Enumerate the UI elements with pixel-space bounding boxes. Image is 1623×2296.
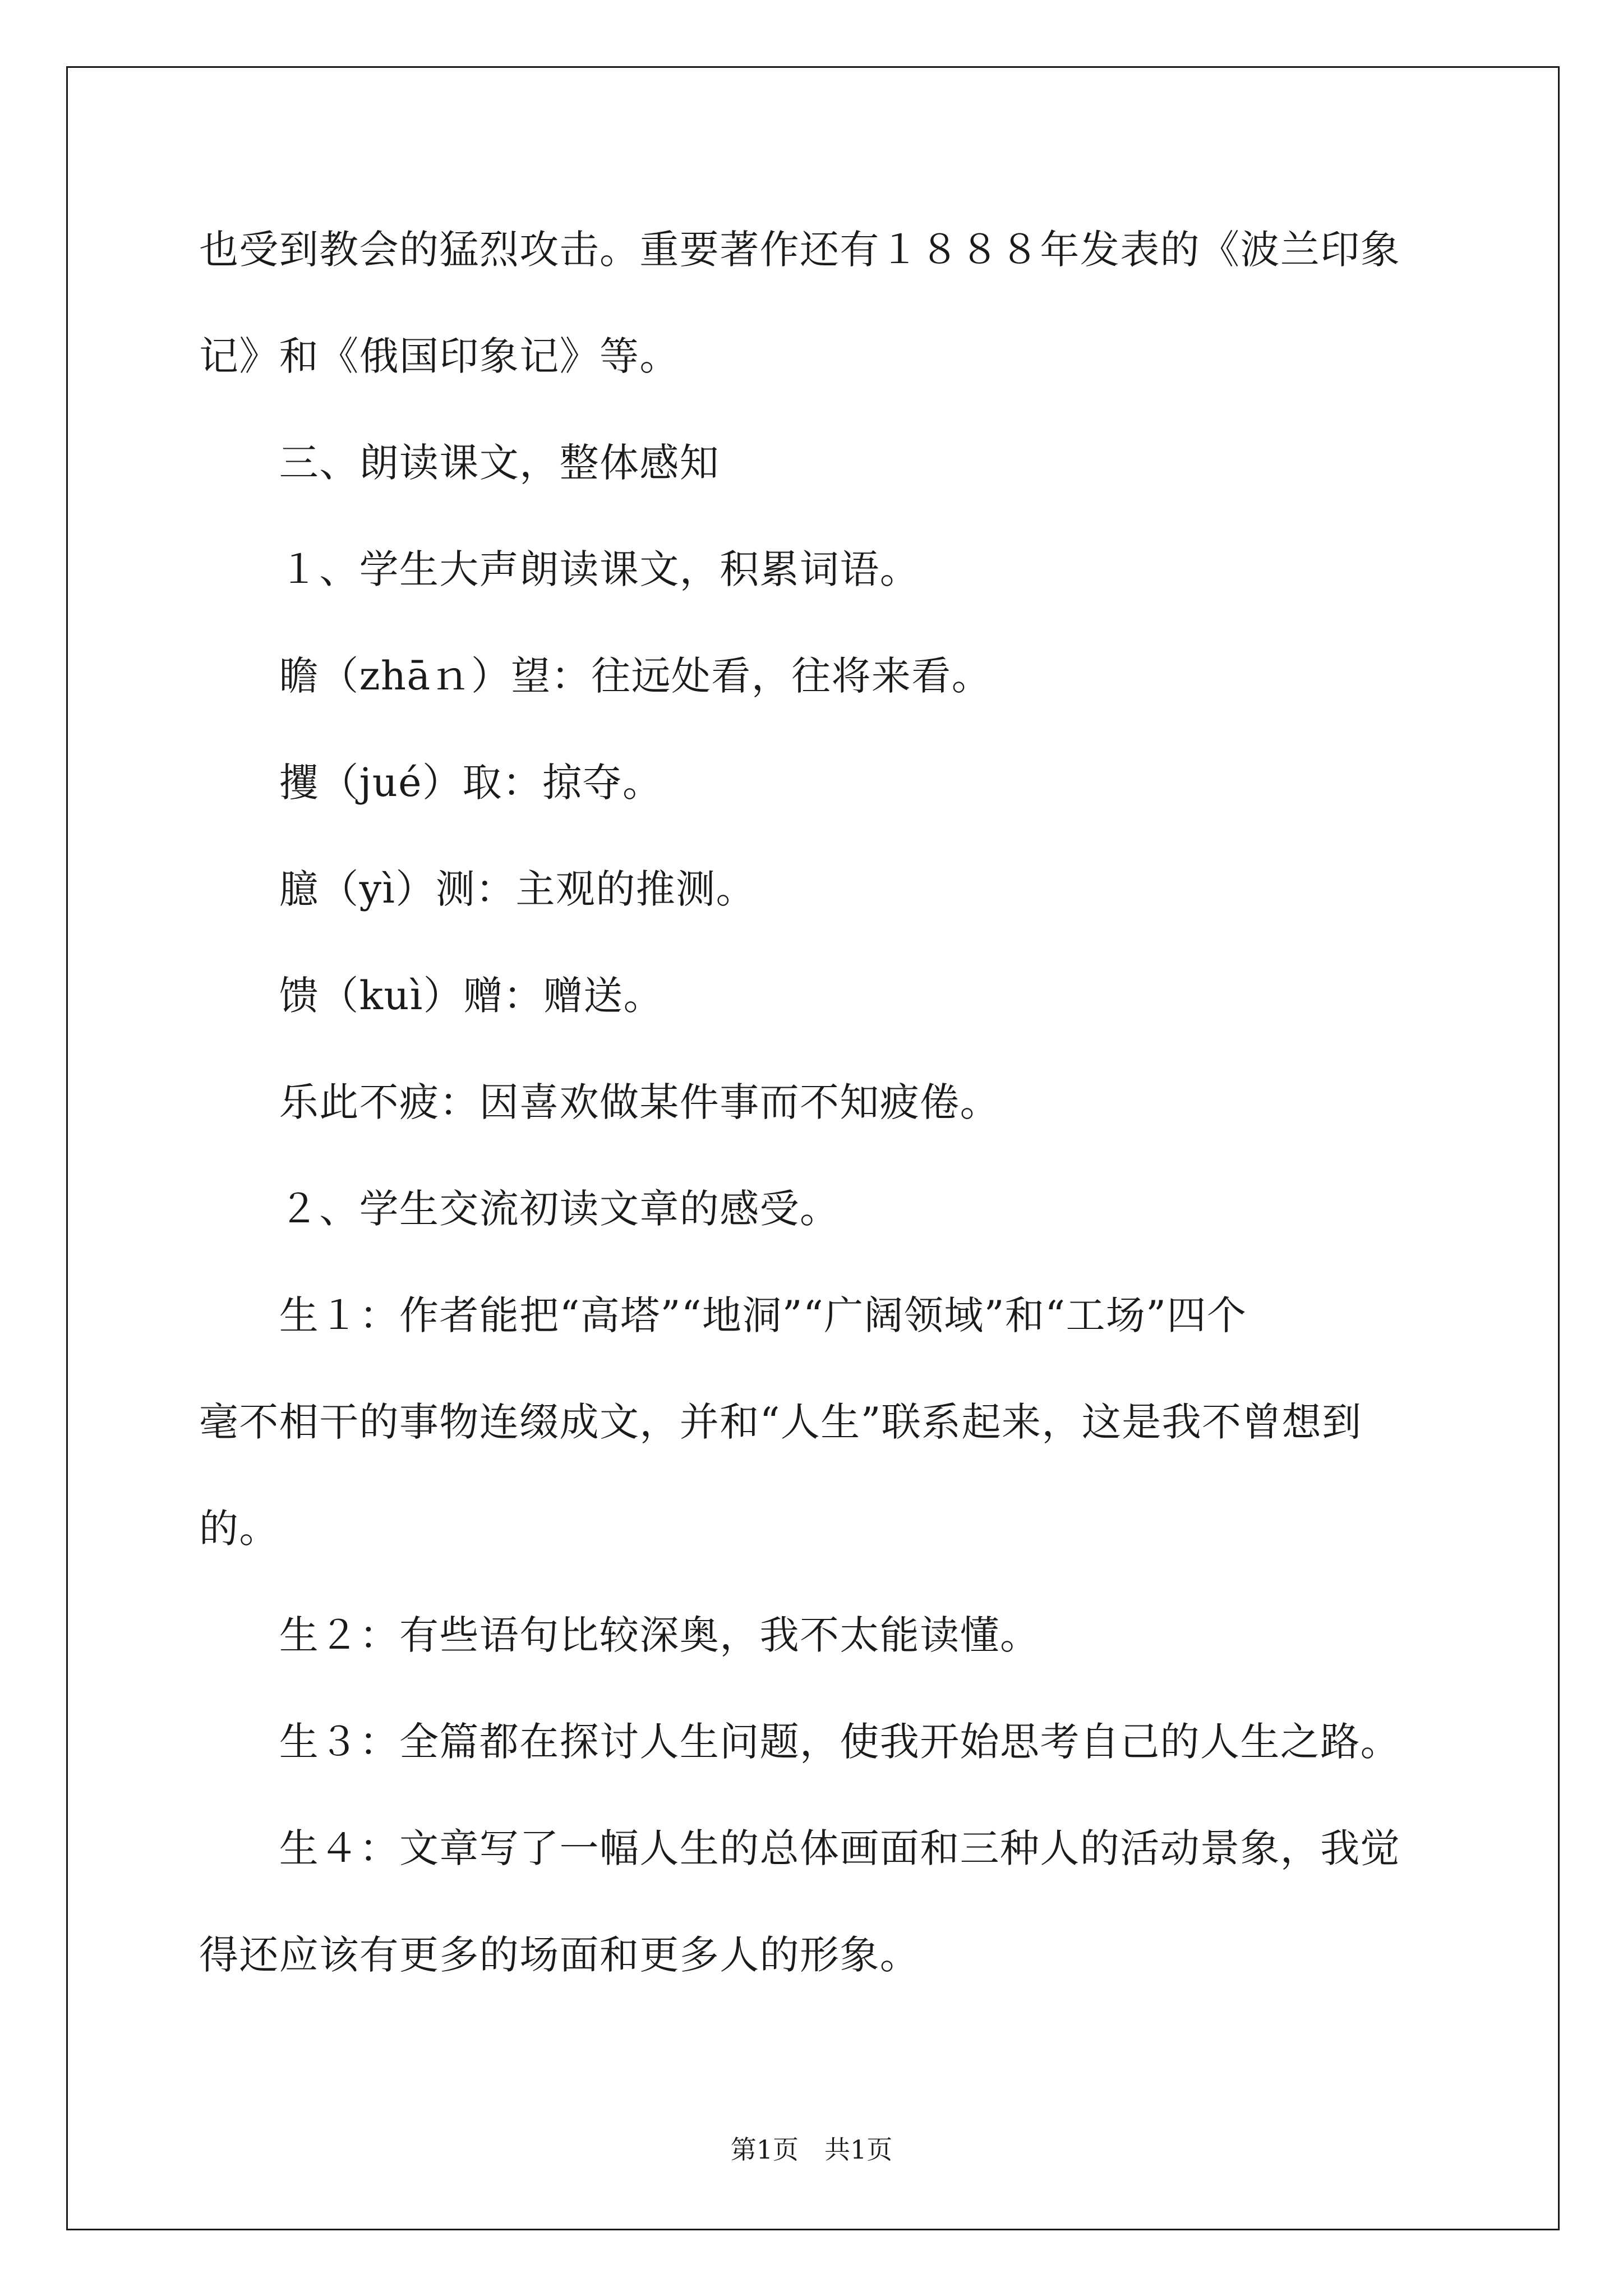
- page-footer: 第1页 共1页: [730, 2134, 893, 2165]
- text-line: 毫不相干的事物连缀成文，并和“人生”联系起来，这是我不曾想到: [199, 1399, 1362, 1445]
- text-line: 馈（kuì）赠：赠送。: [199, 973, 664, 1019]
- text-line: 生３：全篇都在探讨人生问题，使我开始思考自己的人生之路。: [199, 1719, 1400, 1765]
- text-line: １、学生大声朗读课文，积累词语。: [199, 546, 920, 592]
- text-line: 也受到教会的猛烈攻击。重要著作还有１８８８年发表的《波兰印象: [199, 227, 1400, 273]
- text-line: 生１：作者能把“高塔”“地洞”“广阔领域”和“工场”四个: [199, 1292, 1247, 1338]
- text-line: 生２：有些语句比较深奥，我不太能读懂。: [199, 1612, 1040, 1658]
- text-line: 攫（jué）取：掠夺。: [199, 760, 663, 806]
- text-line: 生４：文章写了一幅人生的总体画面和三种人的活动景象，我觉: [199, 1825, 1400, 1871]
- text-line: 的。: [199, 1506, 279, 1552]
- text-line: 乐此不疲：因喜欢做某件事而不知疲倦。: [199, 1079, 1000, 1125]
- text-line: ２、学生交流初读文章的感受。: [199, 1186, 840, 1232]
- text-line: 记》和《俄国印象记》等。: [199, 333, 680, 379]
- text-line: 瞻（zhāｎ）望：往远处看，往将来看。: [199, 653, 992, 699]
- text-line: 三、朗读课文，整体感知: [199, 440, 720, 486]
- text-line: 得还应该有更多的场面和更多人的形象。: [199, 1932, 920, 1978]
- text-line: 臆（yì）测：主观的推测。: [199, 866, 756, 912]
- page-border: [66, 66, 1560, 2230]
